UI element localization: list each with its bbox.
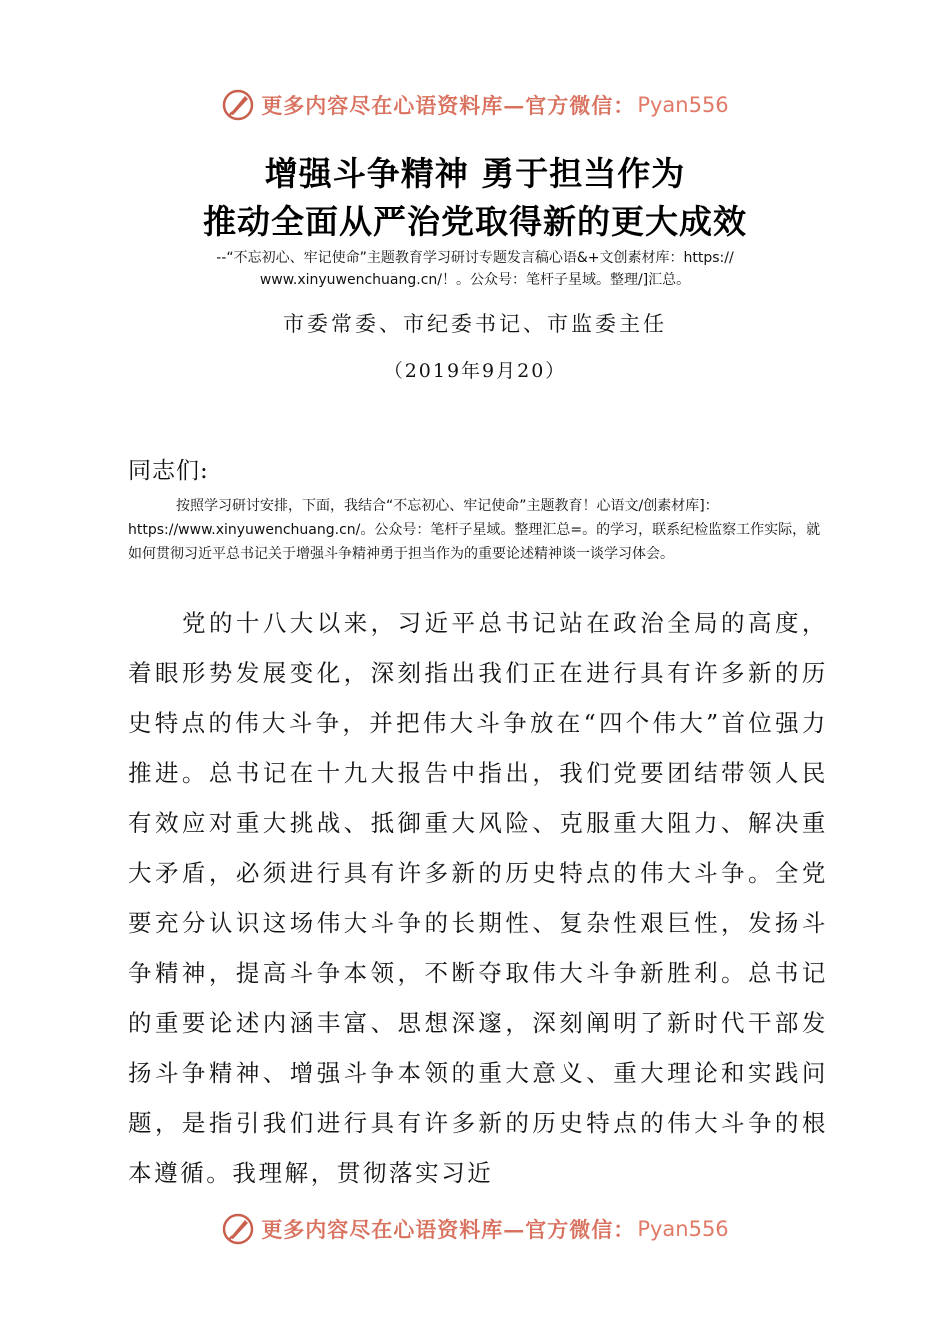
intro-paragraph: 按照学习研讨安排，下面，我结合“不忘初心、牢记使命”主题教育！心语文/创素材库]：https://www.xinyuwenchuang.cn/。公众号：笔杆子星域。整理汇总=。的学习，联系纪检监察工作实际，就如何贯彻习近平总书记关于增强斗争精神勇于担当作为的重要论述精神谈一谈学习体会。 bbox=[128, 498, 821, 562]
banner-text: 更多内容尽在心语资料库—官方微信： bbox=[261, 1217, 636, 1242]
document-title-line-2: 推动全面从严治党取得新的更大成效 bbox=[203, 202, 747, 241]
banner-wechat-id: Pyan556 bbox=[637, 93, 729, 117]
watermark-banner-bottom bbox=[0, 1206, 950, 1252]
banner-text: 更多内容尽在心语资料库—官方微信： bbox=[261, 93, 636, 118]
author-position: 市委常委、市纪委书记、市监委主任 bbox=[283, 312, 667, 336]
document-date: （2019年9月20） bbox=[383, 360, 567, 382]
banner-wechat-id: Pyan556 bbox=[637, 1217, 729, 1241]
document-title-line-1: 增强斗争精神 勇于担当作为 bbox=[264, 154, 686, 193]
greeting: 同志们: bbox=[128, 458, 209, 484]
quill-pen-logo-icon bbox=[221, 88, 255, 122]
watermark-banner-top bbox=[0, 82, 950, 128]
quill-pen-logo-icon bbox=[221, 1212, 255, 1246]
document-subtitle: --“不忘初心、牢记使命”主题教育学习研讨专题发言稿心语&+文创素材库：https:// www.xinyuwenchuang.cn/！。公众号：笔杆子星域。整理/]汇总。 bbox=[216, 250, 734, 288]
body-paragraph: 党的十八大以来，习近平总书记站在政治全局的高度，着眼形势发展变化，深刻指出我们正在进行具有许多新的历史特点的伟大斗争，并把伟大斗争放在“四个伟大”首位强力推进。总书记在十九大报告中指出，我们党要团结带领人民有效应对重大挑战、抵御重大风险、克服重大阻力、解决重大矛盾，必须进行具有许多新的历史特点的伟大斗争。全党要充分认识这场伟大斗争的长期性、复杂性艰巨性，发扬斗争精神，提高斗争本领，不断夺取伟大斗争新胜利。总书记的重要论述内涵丰富、思想深邃，深刻阐明了新时代干部发扬斗争精神、增强斗争本领的重大意义、重大理论和实践问题，是指引我们进行具有许多新的历史特点的伟大斗争的根本遵循。我理解，贯彻落实习近 bbox=[128, 609, 828, 1187]
